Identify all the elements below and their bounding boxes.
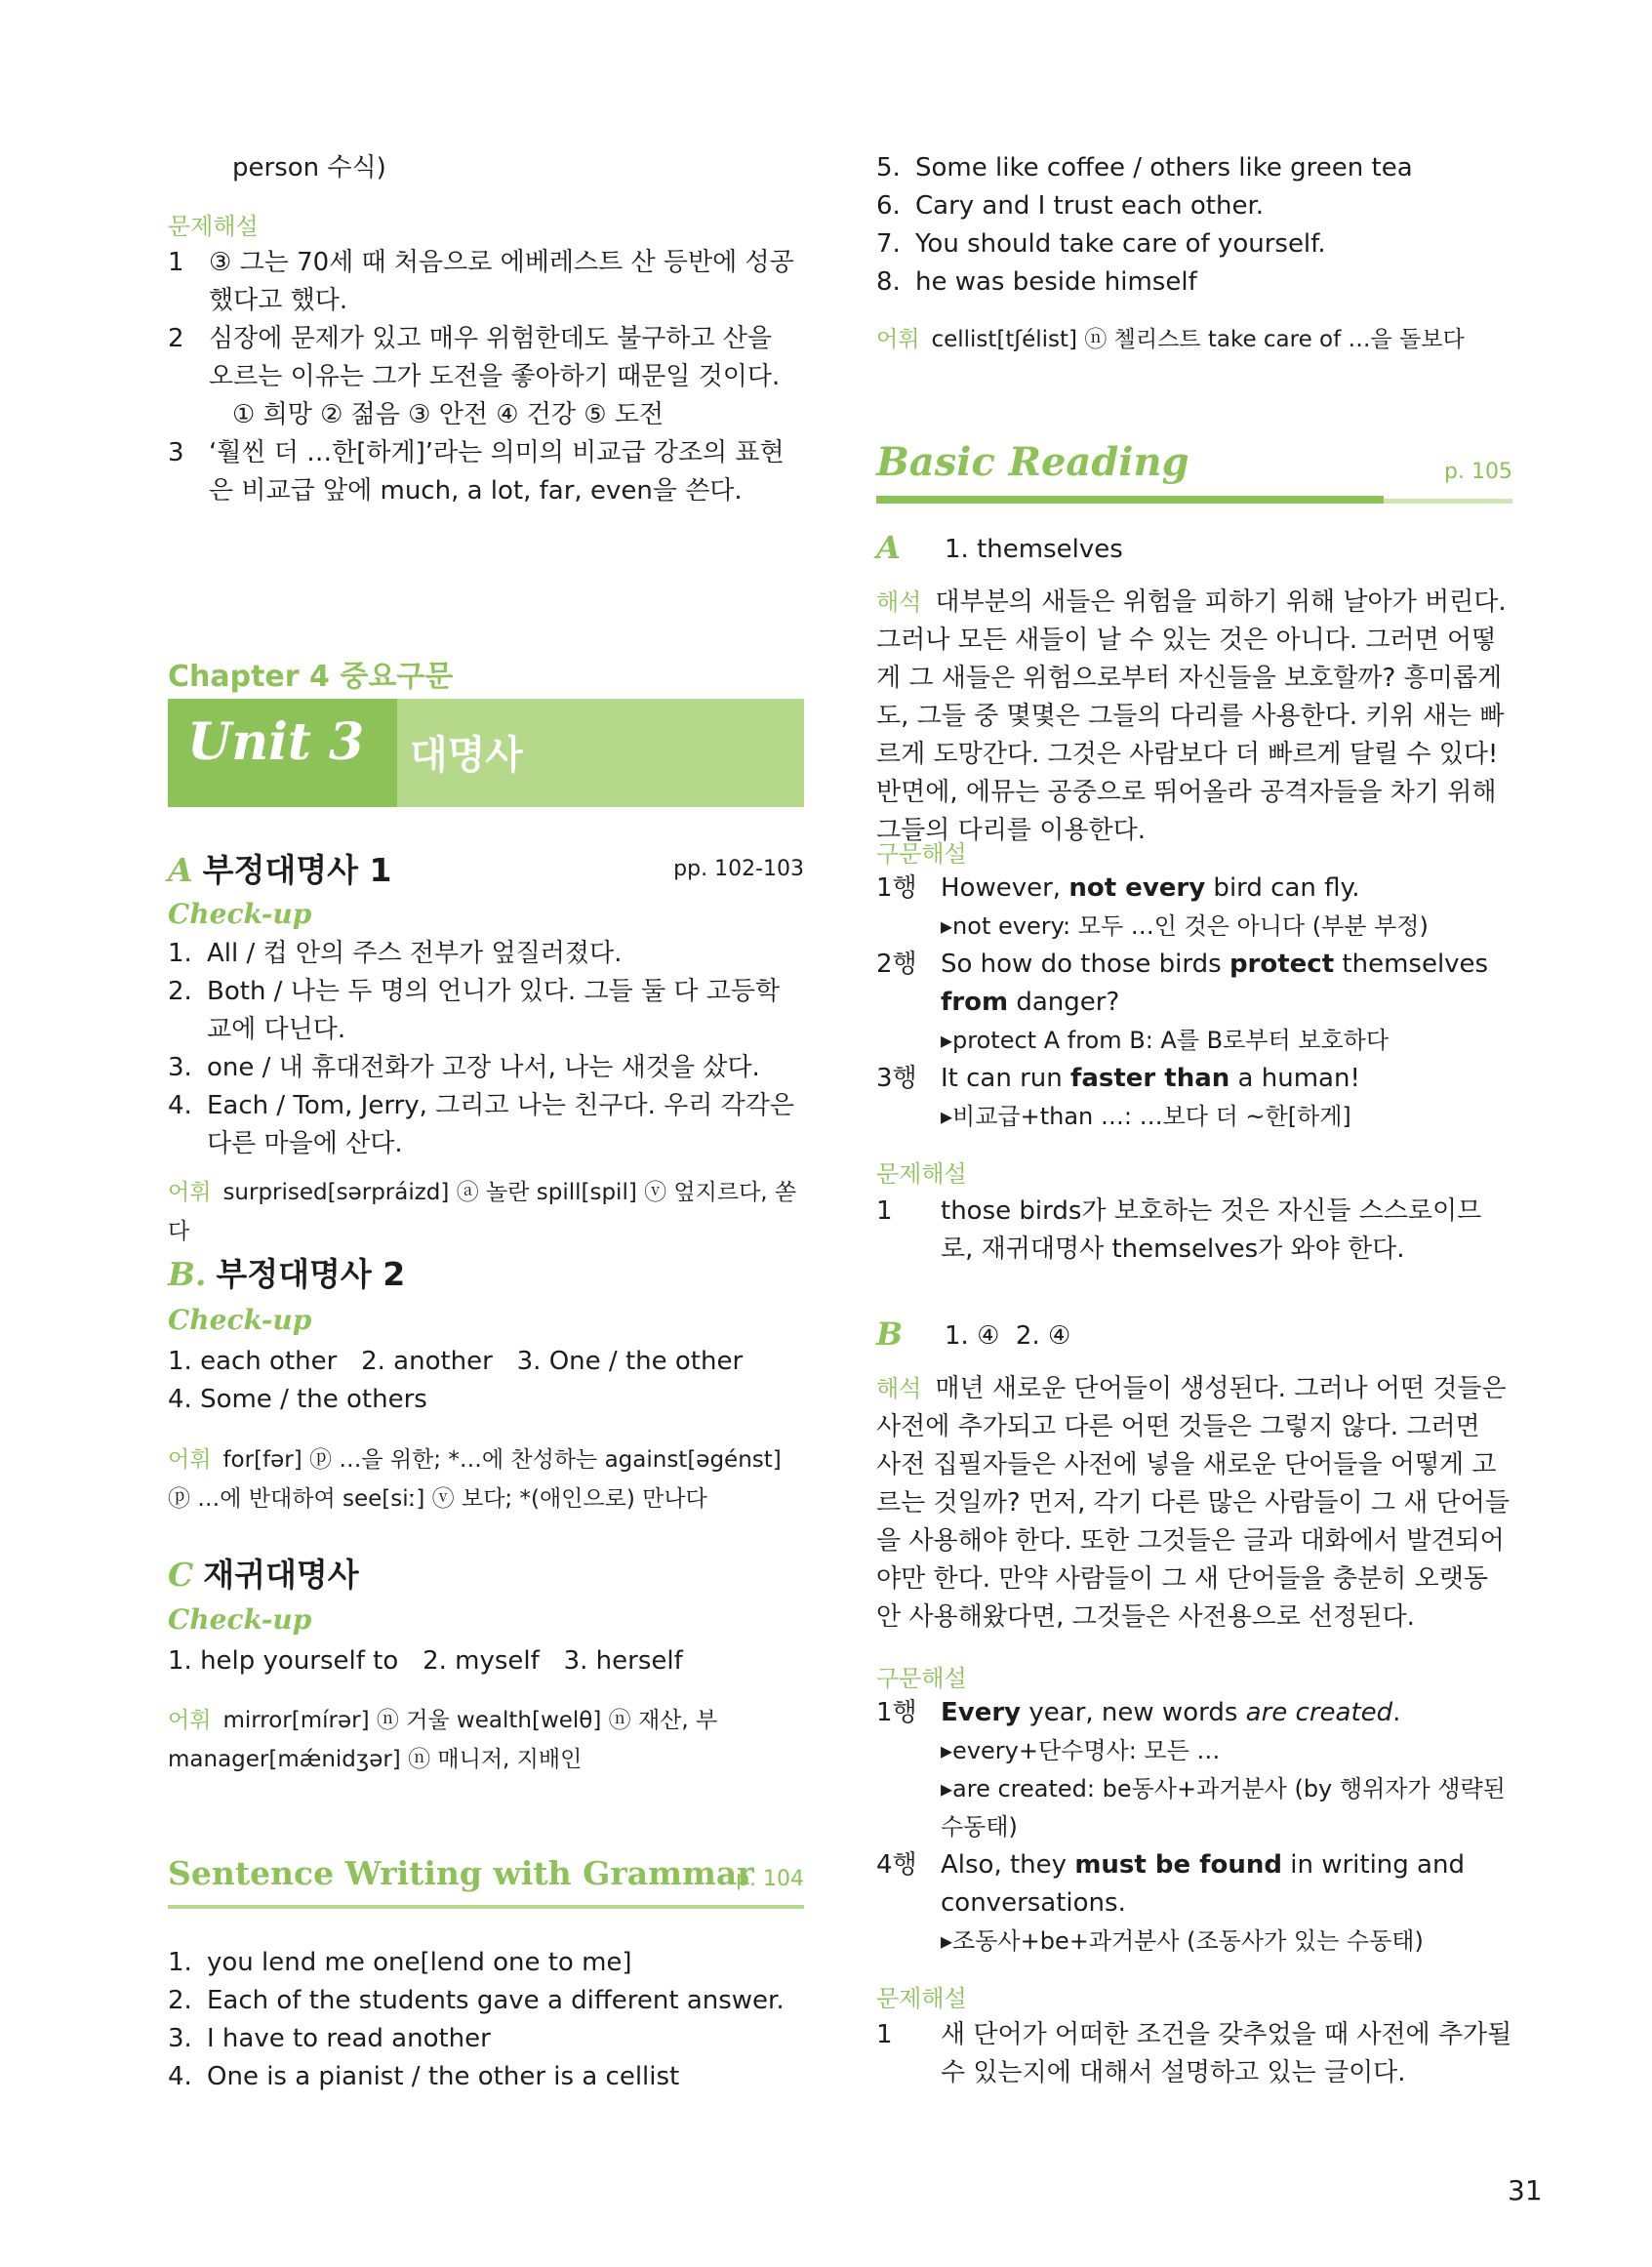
item-text: ③ 그는 70세 때 처음으로 에베레스트 산 등반에 성공했다고 했다.: [209, 248, 794, 315]
section-a-pages: pp. 102-103: [673, 857, 804, 881]
item-text: You should take care of yourself.: [915, 229, 1326, 259]
gumun-note: ▸조동사+be+과거분사 (조동사가 있는 수동태): [941, 1927, 1424, 1955]
munje-label: 문제해설: [876, 1985, 967, 2012]
section-title: 재귀대명사: [203, 1556, 359, 1594]
emphasis: not every: [1068, 873, 1206, 903]
item-number: 1.: [168, 939, 192, 968]
vocab-line: [168, 1701, 812, 1740]
section-a-heading: [168, 845, 391, 891]
reading-a-answer: 1. themselves: [945, 535, 1123, 564]
checkup-label: Check-up: [168, 1603, 312, 1636]
chapter-heading: Chapter 4 중요구문: [168, 660, 454, 694]
section-c-heading: [168, 1550, 359, 1596]
item-number: 1: [168, 248, 184, 277]
item-text: Each / Tom, Jerry, 그리고 나는 친구다. 우리 각각은 다른 마을에 산다.: [207, 1091, 794, 1158]
gumun-label: 구문해설: [876, 1665, 967, 1692]
item-text: I have to read another: [207, 2024, 491, 2053]
vocab-label: 어휘: [168, 1447, 212, 1473]
gumun-sentence: [941, 946, 1512, 1022]
sw-page: p. 104: [736, 1867, 804, 1891]
section-title: 부정대명사 2: [216, 1255, 406, 1293]
haeseok-label: 해석: [876, 1375, 922, 1402]
vocab-line: [168, 1173, 804, 1251]
gumun-sentence: [941, 1060, 1512, 1098]
text: Also, they: [941, 1850, 1075, 1880]
reading-b-letter: B: [876, 1316, 904, 1353]
item-text: Each of the students gave a different answer.: [207, 1986, 785, 2015]
item-text: One is a pianist / the other is a cellist: [207, 2062, 680, 2091]
sw-title: Sentence Writing with Grammar: [168, 1854, 754, 1892]
section-letter: B.: [168, 1255, 207, 1293]
item-number: 3.: [168, 1053, 192, 1082]
unit-banner: [168, 699, 804, 807]
text: danger?: [1008, 988, 1120, 1017]
reading-b-translation: [876, 1370, 1512, 1637]
emphasis: protect: [1229, 950, 1335, 979]
item-text: Cary and I trust each other.: [915, 191, 1265, 221]
gumun-note: ▸every+단수명사: 모든 …: [941, 1737, 1221, 1764]
item-number: 1: [876, 1196, 893, 1226]
text: bird can fly.: [1205, 873, 1360, 903]
line-ref: 1행: [876, 873, 917, 903]
vocab-line-cont: manager[mǽnidʒər] ⓝ 매니저, 지배인: [168, 1747, 583, 1772]
emphasis: Every: [941, 1698, 1022, 1727]
basic-reading-bar-tail: [1384, 499, 1512, 504]
item-text: those birds가 보호하는 것은 자신들 스스로이므로, 재귀대명사 themselves가 와야 한다.: [941, 1196, 1482, 1264]
item-text: you lend me one[lend one to me]: [207, 1948, 632, 1977]
line-ref: 4행: [876, 1850, 917, 1880]
item-text: ‘훨씬 더 …한[하게]’라는 의미의 비교급 강조의 표현은 비교급 앞에 much, a lot, far, even을 쓴다.: [209, 438, 785, 506]
vocab-label: 어휘: [876, 327, 920, 352]
item-number: 6.: [876, 191, 901, 221]
reading-b-answer: 1. ④ 2. ④: [945, 1321, 1071, 1351]
text: in writing and conversations.: [941, 1850, 1465, 1918]
line-ref: 3행: [876, 1064, 917, 1093]
checkup-label: Check-up: [168, 1304, 312, 1336]
emphasis: must be found: [1074, 1850, 1282, 1880]
vocab-label: 어휘: [168, 1708, 212, 1733]
item-text: one / 내 휴대전화가 고장 나서, 나는 새것을 샀다.: [207, 1053, 760, 1082]
text: a human!: [1229, 1064, 1360, 1093]
item-text: All / 컵 안의 주스 전부가 엎질러졌다.: [207, 939, 623, 968]
section-title: 부정대명사 1: [202, 851, 392, 889]
line-ref: 1행: [876, 1698, 917, 1727]
vocab-text: cellist[tʃélist] ⓝ 첼리스트 take care of …을 돌보다: [931, 327, 1465, 352]
text: year, new words: [1021, 1698, 1246, 1727]
section-letter: A: [168, 851, 193, 889]
emphasis: faster than: [1070, 1064, 1230, 1093]
item-number: 2: [168, 324, 184, 353]
vocab-text: mirror[mírər] ⓝ 거울 wealth[welθ] ⓝ 재산, 부: [222, 1708, 718, 1733]
haeseok-text: 매년 새로운 단어들이 생성된다. 그러나 어떤 것들은 사전에 추가되고 다른 어떤 것들은 그렇지 않다. 그러면 사전 집필자들은 사전에 넣을 새로운 단어들을 어떻게 고르는 것일까? 먼저, 각기 다른 많은 사람들이 그 새 단어들을 사용해야 한다. 또한 그것들은 글과 대화에서 발견되어야만 한다. 만약 사람들이 그 새 단어들을 충분히 오랫동안 사용해왔다면, 그것들은 사전용으로 선정된다.: [876, 1374, 1510, 1632]
munje-choices: ① 희망 ② 젊음 ③ 안전 ④ 건강 ⑤ 도전: [232, 400, 665, 429]
munje-label: 문제해설: [876, 1160, 967, 1188]
basic-reading-page: p. 105: [1444, 460, 1512, 484]
munje-label: 문제해설: [168, 213, 259, 240]
gumun-sentence: [941, 870, 1512, 908]
gumun-note: ▸are created: be동사+과거분사 (by 행위자가 생략된 수동태): [941, 1775, 1506, 1841]
item-text: Both / 나는 두 명의 언니가 있다. 그들 둘 다 고등학교에 다닌다.: [207, 977, 781, 1044]
item-text: Some like coffee / others like green tea: [915, 153, 1413, 182]
emphasis: from: [941, 988, 1009, 1017]
basic-reading-title: Basic Reading: [876, 439, 1189, 485]
vocab-line: [168, 1440, 812, 1479]
gumun-note: ▸not every: 모두 …인 것은 아니다 (부분 부정): [941, 912, 1429, 940]
item-number: 2.: [168, 1986, 192, 2015]
checkup-label: Check-up: [168, 898, 312, 930]
basic-reading-bar: [876, 496, 1384, 504]
answers-line: 1. each other 2. another 3. One / the other: [168, 1347, 744, 1376]
item-number: 3: [168, 438, 184, 467]
italic-phrase: are created: [1245, 1698, 1393, 1727]
continued-text: person 수식): [232, 153, 386, 182]
gumun-note: ▸비교급+than …: …보다 더 ~한[하게]: [941, 1103, 1351, 1130]
unit-title: Unit 3: [187, 712, 365, 772]
item-number: 1: [876, 2020, 893, 2049]
line-ref: 2행: [876, 950, 917, 979]
item-text: 심장에 문제가 있고 매우 위험한데도 불구하고 산을 오르는 이유는 그가 도전을 좋아하기 때문일 것이다.: [209, 324, 781, 391]
answers-line: 1. help yourself to 2. myself 3. herself: [168, 1646, 683, 1676]
section-letter: C: [168, 1556, 194, 1594]
page-number: 31: [1508, 2174, 1543, 2206]
item-number: 5.: [876, 153, 901, 182]
haeseok-label: 해석: [876, 588, 922, 616]
text: It can run: [941, 1064, 1071, 1093]
text: So how do those birds: [941, 950, 1229, 979]
reading-a-translation: [876, 584, 1512, 850]
gumun-label: 구문해설: [876, 840, 967, 868]
vocab-line-cont: ⓟ …에 반대하여 see[siː] ⓥ 보다; *(애인으로) 만나다: [168, 1486, 707, 1512]
vocab-text: for[fər] ⓟ …을 위한; *…에 찬성하는 against[əgénst]: [222, 1447, 782, 1473]
text: themselves: [1334, 950, 1489, 979]
reading-a-letter: A: [876, 529, 901, 566]
vocab-line: [876, 320, 1512, 359]
gumun-sentence: [941, 1846, 1512, 1923]
vocab-label: 어휘: [168, 1180, 212, 1205]
text: However,: [941, 873, 1069, 903]
item-number: 7.: [876, 229, 901, 259]
haeseok-text: 대부분의 새들은 위험을 피하기 위해 날아가 버린다. 그러나 모든 새들이 날 수 있는 것은 아니다. 그러면 어떻게 그 새들은 위험으로부터 자신들을 보호할까? 흥미롭게도, 그들 중 몇몇은 그들의 다리를 사용한다. 키위 새는 빠르게 도망간다. 그것은 사람보다 더 빠르게 달릴 수 있다! 반면에, 에뮤는 공중으로 뛰어올라 공격자들을 차기 위해 그들의 다리를 이용한다.: [876, 587, 1507, 845]
text: .: [1392, 1698, 1401, 1727]
item-number: 1.: [168, 1948, 192, 1977]
section-b-heading: [168, 1249, 405, 1295]
vocab-text: surprised[sərpráizd] ⓐ 놀란 spill[spil] ⓥ 엎지르다, 쏟다: [168, 1180, 797, 1244]
item-text: 새 단어가 어떠한 조건을 갖추었을 때 사전에 추가될 수 있는지에 대해서 설명하고 있는 글이다.: [941, 2020, 1512, 2087]
unit-subtitle: 대명사: [410, 733, 523, 778]
item-text: he was beside himself: [915, 267, 1197, 297]
sw-underline: [168, 1905, 804, 1909]
gumun-sentence: [941, 1694, 1512, 1732]
answers-line: 4. Some / the others: [168, 1385, 427, 1414]
item-number: 4.: [168, 1091, 192, 1120]
item-number: 4.: [168, 2062, 192, 2091]
item-number: 3.: [168, 2024, 192, 2053]
item-number: 8.: [876, 267, 901, 297]
item-number: 2.: [168, 977, 192, 1006]
gumun-note: ▸protect A from B: A를 B로부터 보호하다: [941, 1027, 1390, 1054]
